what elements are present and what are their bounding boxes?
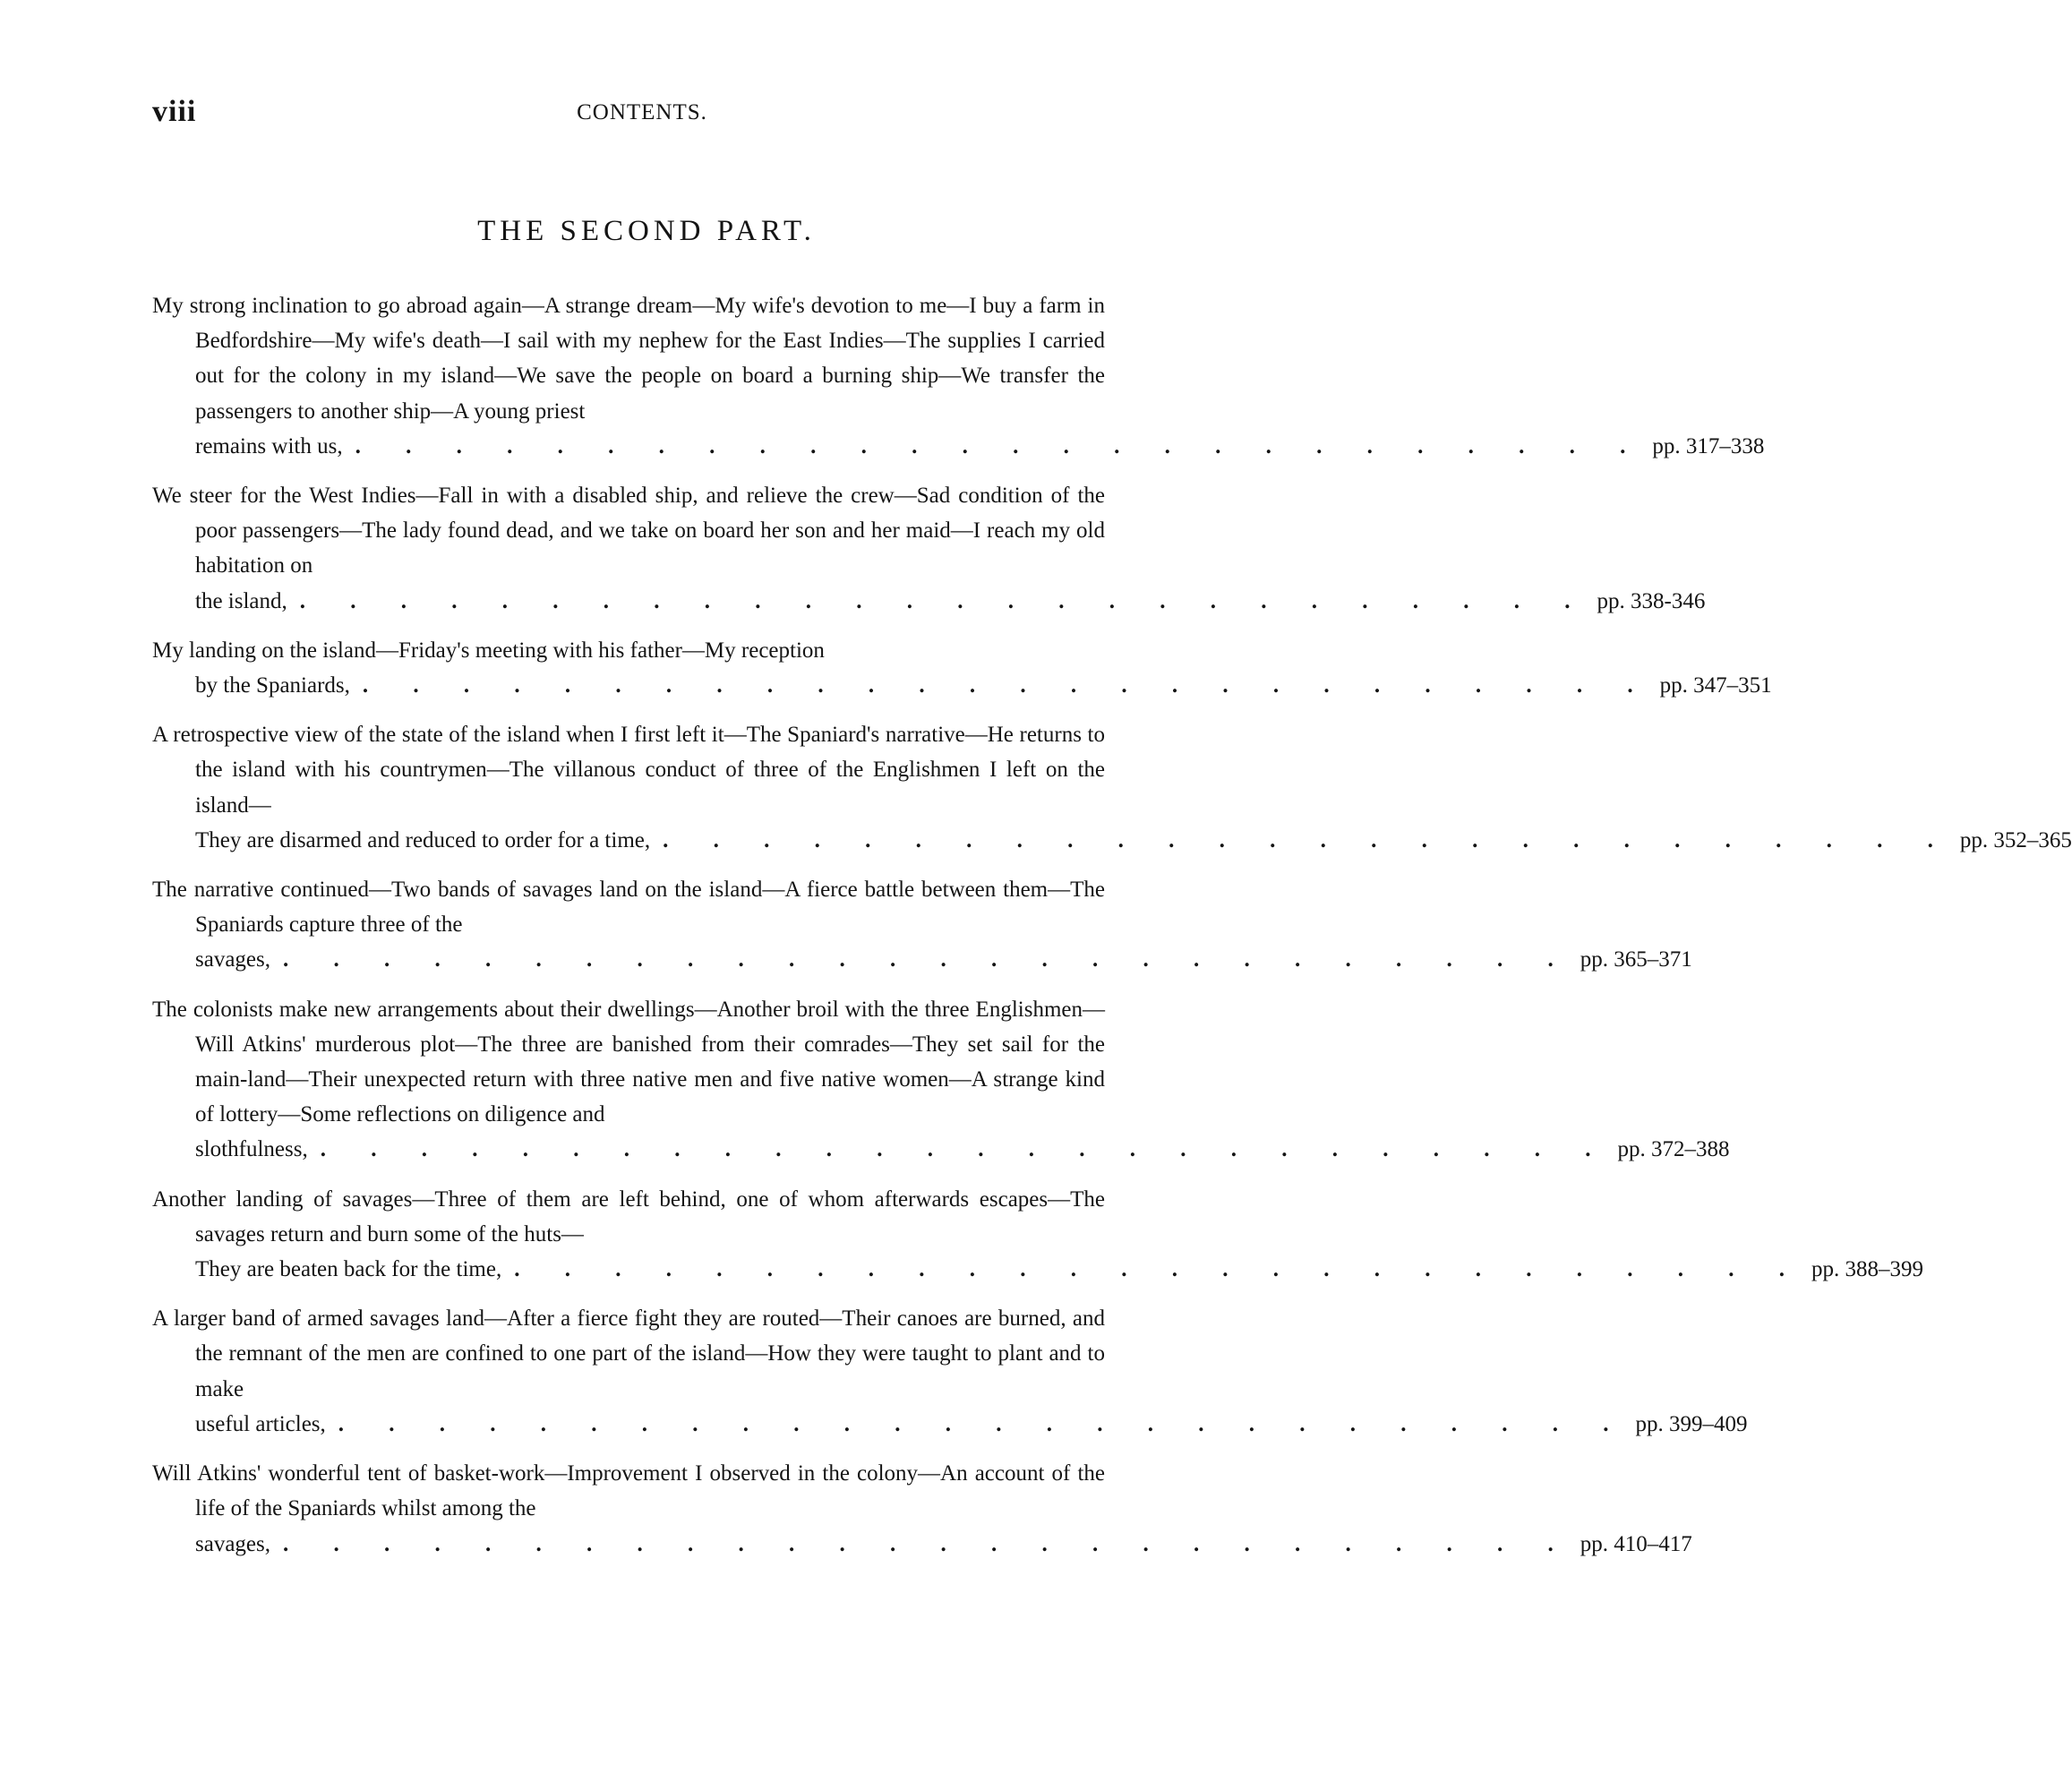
page-range: pp. 317–338 bbox=[1652, 433, 1765, 458]
entry-text: The colonists make new arrangements about their dwellings—Another broil with the three Englishmen—Will Atkins' murderous plot—The three are banished from their comrades—They set sail for the main-land—Their unexpected return with three native men and five native women—A strange kind of lottery—Some reflections on diligence and bbox=[152, 997, 1105, 1127]
entry-last-text: savages, bbox=[195, 947, 270, 972]
entry-text: Will Atkins' wonderful tent of basket-work—Improvement I observed in the colony—An account of the life of the Spaniards whilst among the bbox=[152, 1461, 1105, 1521]
dot-leader: . . . . . . . . . . . . . . . . . . . . . . . . . . bbox=[663, 827, 1953, 852]
contents-entry bbox=[152, 872, 1692, 978]
dot-leader: . . . . . . . . . . . . . . . . . . . . . . . . . . bbox=[283, 1531, 1573, 1556]
dot-leader: . . . . . . . . . . . . . . . . . . . . . . . . . . bbox=[514, 1257, 1804, 1282]
page-range: pp. 352–365 bbox=[1959, 827, 2072, 852]
entry-last-text: remains with us, bbox=[195, 433, 343, 458]
entry-last-line bbox=[195, 942, 1692, 977]
dot-leader: . . . . . . . . . . . . . . . . . . . . . . . . . . bbox=[283, 947, 1573, 972]
dot-leader: . . . . . . . . . . . . . . . . . . . . . . . . . . bbox=[299, 588, 1590, 613]
contents-entry bbox=[152, 1456, 1692, 1562]
entry-text: My landing on the island—Friday's meeting with his father—My reception bbox=[152, 638, 825, 663]
entry-last-line bbox=[195, 1132, 1730, 1167]
entry-last-line bbox=[195, 668, 1772, 703]
entry-text: The narrative continued—Two bands of savages land on the island—A fierce battle between them—The Spaniards capture three of the bbox=[152, 878, 1105, 938]
page-number: viii bbox=[152, 95, 197, 128]
contents-list bbox=[152, 288, 2072, 1576]
contents-entry bbox=[152, 478, 1706, 619]
page-range: pp. 365–371 bbox=[1580, 947, 1692, 972]
page-range: pp. 388–399 bbox=[1811, 1257, 1923, 1282]
entry-last-text: slothfulness, bbox=[195, 1137, 308, 1162]
dot-leader: . . . . . . . . . . . . . . . . . . . . . . . . . . bbox=[355, 433, 1646, 458]
part-title: THE SECOND PART. bbox=[477, 215, 816, 247]
entry-last-text: They are beaten back for the time, bbox=[195, 1257, 502, 1282]
entry-last-text: the island, bbox=[195, 588, 287, 613]
entry-text: A retrospective view of the state of the island when I first left it—The Spaniard's narrative—He returns to the island with his countrymen—The villanous conduct of three of the Englishmen I left on the island— bbox=[152, 723, 1105, 818]
contents-entry bbox=[152, 1301, 1748, 1442]
contents-entry bbox=[152, 1182, 1923, 1288]
page-range: pp. 338-346 bbox=[1597, 588, 1706, 613]
contents-entry bbox=[152, 288, 1765, 464]
entry-last-line bbox=[195, 429, 1765, 464]
entry-last-text: They are disarmed and reduced to order for a time, bbox=[195, 827, 651, 852]
entry-last-line bbox=[195, 584, 1706, 619]
entry-last-text: useful articles, bbox=[195, 1411, 326, 1436]
page-range: pp. 372–388 bbox=[1617, 1137, 1730, 1162]
entry-last-text: by the Spaniards, bbox=[195, 673, 350, 698]
page-range: pp. 399–409 bbox=[1635, 1411, 1748, 1436]
entry-text: We steer for the West Indies—Fall in with a disabled ship, and relieve the crew—Sad condition of the poor passengers—The lady found dead, and we take on board her son and her maid—I reach my old habitation on bbox=[152, 484, 1105, 578]
running-head: CONTENTS. bbox=[577, 100, 707, 124]
entry-text: A larger band of armed savages land—After a fierce fight they are routed—Their canoes are burned, and the remnant of the men are confined to one part of the island—How they were taught to plant and to make bbox=[152, 1306, 1105, 1401]
entry-text: My strong inclination to go abroad again—A strange dream—My wife's devotion to me—I buy a farm in Bedfordshire—My wife's death—I sail with my nephew for the East Indies—The supplies I carried out for the colony in my island—We save the people on board a burning ship—We transfer the passengers to another ship—A young priest bbox=[152, 294, 1105, 424]
entry-last-line bbox=[195, 823, 2072, 858]
entry-text: Another landing of savages—Three of them are left behind, one of whom afterwards escapes—The savages return and burn some of the huts— bbox=[152, 1186, 1105, 1246]
contents-entry bbox=[152, 992, 1730, 1168]
dot-leader: . . . . . . . . . . . . . . . . . . . . . . . . . . bbox=[338, 1411, 1629, 1436]
entry-last-line bbox=[195, 1252, 1923, 1287]
dot-leader: . . . . . . . . . . . . . . . . . . . . . . . . . . bbox=[362, 673, 1653, 698]
contents-entry bbox=[152, 717, 2072, 858]
entry-last-line bbox=[195, 1527, 1692, 1562]
page-range: pp. 410–417 bbox=[1580, 1531, 1692, 1556]
entry-last-line bbox=[195, 1407, 1748, 1442]
contents-entry bbox=[152, 633, 1772, 703]
page-range: pp. 347–351 bbox=[1659, 673, 1772, 698]
entry-last-text: savages, bbox=[195, 1531, 270, 1556]
dot-leader: . . . . . . . . . . . . . . . . . . . . . . . . . . bbox=[320, 1137, 1611, 1162]
